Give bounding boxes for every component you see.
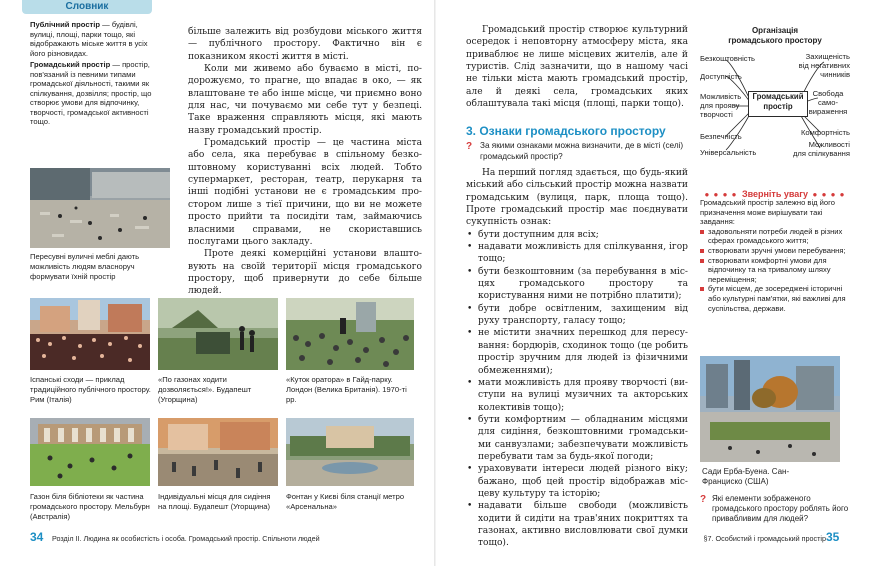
paragraph: Громадський простір створює культурний осередок і неповторну атмосферу міста, яка приваблює не лише місцевих жителів, але й туристів. Слід зазначити, що в нашому часі не тільки міста мають громадський простір, але й деякі села, громадських яких облаштувала такі місця (площі, парки тощо). xyxy=(466,25,688,110)
diagram-title-line: Організація xyxy=(751,26,799,35)
diagram-label: Безпечність xyxy=(700,132,742,141)
question-icon: ? xyxy=(466,141,473,152)
diagram-label-line: чинників xyxy=(820,70,850,79)
list-item: • бути безкоштовним (за перебування в місцях громадського простору та користування ними не потрібно платити); xyxy=(466,266,688,303)
diagram-label-line: Можливість xyxy=(700,92,742,101)
paragraph: На перший погляд здається, що будь-який міський або сільський простір можна назвати громадським (вулиця, парк, площа тощо). Проте громадський простір має поєднувати сукупність ознак: xyxy=(466,168,688,228)
list-item: • не містити значних перешкод для пересування: бордюрів, сходинок тощо (це робить простір зручним для людей із фізичними обмеженнями); xyxy=(466,327,688,376)
question-icon: ? xyxy=(700,494,707,505)
diagram-label-line: від негативних xyxy=(798,61,850,70)
photo-caption: Сади Ерба-Буена. Сан-Франциско (США) xyxy=(702,467,790,486)
question-text: Які елементи зображеного громадського простору роблять його привабливим для людей? xyxy=(712,494,849,523)
photo-caption: «Куток оратора» в Гайд-парку. Лондон (Велика Британія). 1970-ті рр. xyxy=(286,375,407,404)
diagram-title xyxy=(700,26,850,46)
diagram-center-line: простір xyxy=(763,102,793,111)
diagram-label: Доступність xyxy=(700,72,742,81)
attention-item: створювати комфортні умови для відпочинку та на тривалому шляху переміщення; xyxy=(700,256,850,285)
attention-intro: Громадський простір залежно від його призначення може вирішувати такі завдання: xyxy=(700,198,835,227)
diagram-label-line: Захищеність xyxy=(805,52,850,61)
glossary-definition: — будівлі, вулиці, площі, парки тощо, які відображають міське життя в усіх його різновидах. xyxy=(30,20,148,58)
right-body-text xyxy=(466,167,688,550)
features-list xyxy=(466,229,688,550)
diagram-label-line: Можливості xyxy=(808,140,850,149)
diagram-label-line: творчості xyxy=(700,110,733,119)
diagram-label: Комфортність xyxy=(801,128,850,137)
attention-list xyxy=(700,227,850,313)
photo-caption: Газон біля бібліотеки як частина громадського простору. Мельбурн (Австралія) xyxy=(30,492,150,521)
photo-caption: Фонтан у Києві біля станції метро «Арсенальна» xyxy=(286,492,405,511)
diagram-center-line: Громадський xyxy=(752,92,804,101)
section-heading: 3. Ознаки громадського простору xyxy=(466,124,666,138)
paragraph: Громадський простір — це частина міста або села, яка перебуває в спільному безкоштовному користуванні всіх людей. Тобто супермаркет, ресторан, театр, перукарня та інші подібні установи не є громадським простором лише з тієї причини, що ви не можете просто прийти та посидіти там, займаючись власними справами, не скориставшись послугами цього закладу. xyxy=(188,138,422,247)
list-item: • бути добре освітленим, захищеним від руху транспорту, галасу тощо; xyxy=(466,303,688,328)
diagram-label-line: само- xyxy=(818,98,838,107)
photo-caption: «По газонах ходити дозволяється!». Будапешт (Угорщина) xyxy=(158,375,252,404)
paragraph: Коли ми живемо або буваємо в місті, подорожуємо, то прагне, що впадає в око, — як влаштоване те або інше місце, чи приємно воно для нас, чи почуваємо ми себе тут у безпеці. Таке враження справляють місця, які мають назву громадський простір. xyxy=(188,64,422,136)
attention-box xyxy=(700,198,850,313)
glossary-term: Громадський простір xyxy=(30,60,111,69)
glossary-title: Словник xyxy=(22,0,152,14)
footer-left: Розділ II. Людина як особистість і особа. Громадський простір. Спільноти людей xyxy=(52,534,320,543)
list-item: • ураховувати інтереси людей різного віку; бажано, щоб цей простір відображав місцеву культуру та історію; xyxy=(466,463,688,500)
diagram-label-group xyxy=(700,92,741,119)
attention-dots: ● ● ● ● xyxy=(812,190,846,199)
diagram-center-node xyxy=(748,91,808,117)
diagram-label-line: для прояву xyxy=(700,101,740,110)
photo-street-furniture xyxy=(30,168,170,248)
glossary-term: Публічний простір xyxy=(30,20,101,29)
diagram-label-group xyxy=(770,140,850,158)
paragraph: Проте деякі комерційні установи влаштовують на своїй території місця громадського простору, щоб привернути до себе більше людей. xyxy=(188,249,422,297)
photo-yerba-buena xyxy=(700,356,840,462)
photo-caption: Пересувні вуличні меблі дають можливість людям власноруч формувати їхній простір xyxy=(30,252,140,281)
page-number-right: 35 xyxy=(826,530,840,544)
footer-right: §7. Особистий і громадський простір xyxy=(703,534,826,543)
question-text: За якими ознаками можна визначити, де в місті (селі) громадський простір? xyxy=(480,141,684,161)
diagram-label: Безкоштовність xyxy=(700,54,756,63)
diagram-label-group xyxy=(790,52,850,79)
photo-spanish-steps xyxy=(30,298,150,370)
photo-budapest-lawn xyxy=(158,298,278,370)
left-body-text xyxy=(188,26,422,298)
list-item: • бути доступним для всіх; xyxy=(466,229,688,241)
page-gutter xyxy=(434,0,436,566)
attention-item: бути місцем, де зосереджені історичні або культурні пам'ятки, які важливі для суспільства, держави. xyxy=(700,284,850,313)
list-item: • надавати більше свободи (можливість ходити й сидіти на трав'яних покриттях та газонах, активно висловлювати свої думки тощо). xyxy=(466,500,688,549)
diagram-label-line: Свобода xyxy=(812,89,844,98)
glossary-definition: — простір, пов'язаний із певними типами громадської діяльності, такими як спілкування, дозвілля; простір, що створює умови для відпочинку, творчості, громадської активності тощо. xyxy=(30,60,152,126)
diagram-label-line: вираження xyxy=(808,107,848,116)
photo-caption: Іспанські сходи — приклад традиційного публічного простору. Рим (Італія) xyxy=(30,375,151,404)
list-item: • надавати можливість для спілкування, ігор тощо; xyxy=(466,241,688,266)
photo-kyiv-fountain xyxy=(286,418,414,486)
diagram-title-line: громадського простору xyxy=(728,36,822,45)
list-item: • бути комфортним — обладнаним місцями для сидіння, безкоштовними громадськими санвузлами; забезпечувати можливість перебувати там за будь-якої погоди; xyxy=(466,414,688,463)
list-item: • мати можливість для прояву творчості (виступи на вулиці музичних та акторських колективів тощо); xyxy=(466,377,688,414)
photo-melbourne-lawn xyxy=(30,418,150,486)
photo-caption: Індивідуальні місця для сидіння на площі. Будапешт (Угорщина) xyxy=(158,492,271,511)
paragraph: більше залежить від розбудови міського життя — публічного простору. Фактично він є показником якості життя в місті. xyxy=(188,27,422,62)
diagram-label: Універсальність xyxy=(700,148,757,157)
attention-title: Зверніть увагу xyxy=(741,189,809,199)
attention-item: задовольняти потреби людей в різних сферах громадського життя; xyxy=(700,227,850,246)
page-number-left: 34 xyxy=(30,530,44,544)
diagram-label-group xyxy=(806,89,850,116)
diagram-label-line: для спілкування xyxy=(793,149,850,158)
photo-budapest-seats xyxy=(158,418,278,486)
glossary xyxy=(30,20,162,129)
attention-dots: ● ● ● ● xyxy=(704,190,738,199)
photo-speakers-corner xyxy=(286,298,414,370)
attention-item: створювати зручні умови перебування; xyxy=(700,246,850,256)
right-intro-text xyxy=(466,24,688,110)
